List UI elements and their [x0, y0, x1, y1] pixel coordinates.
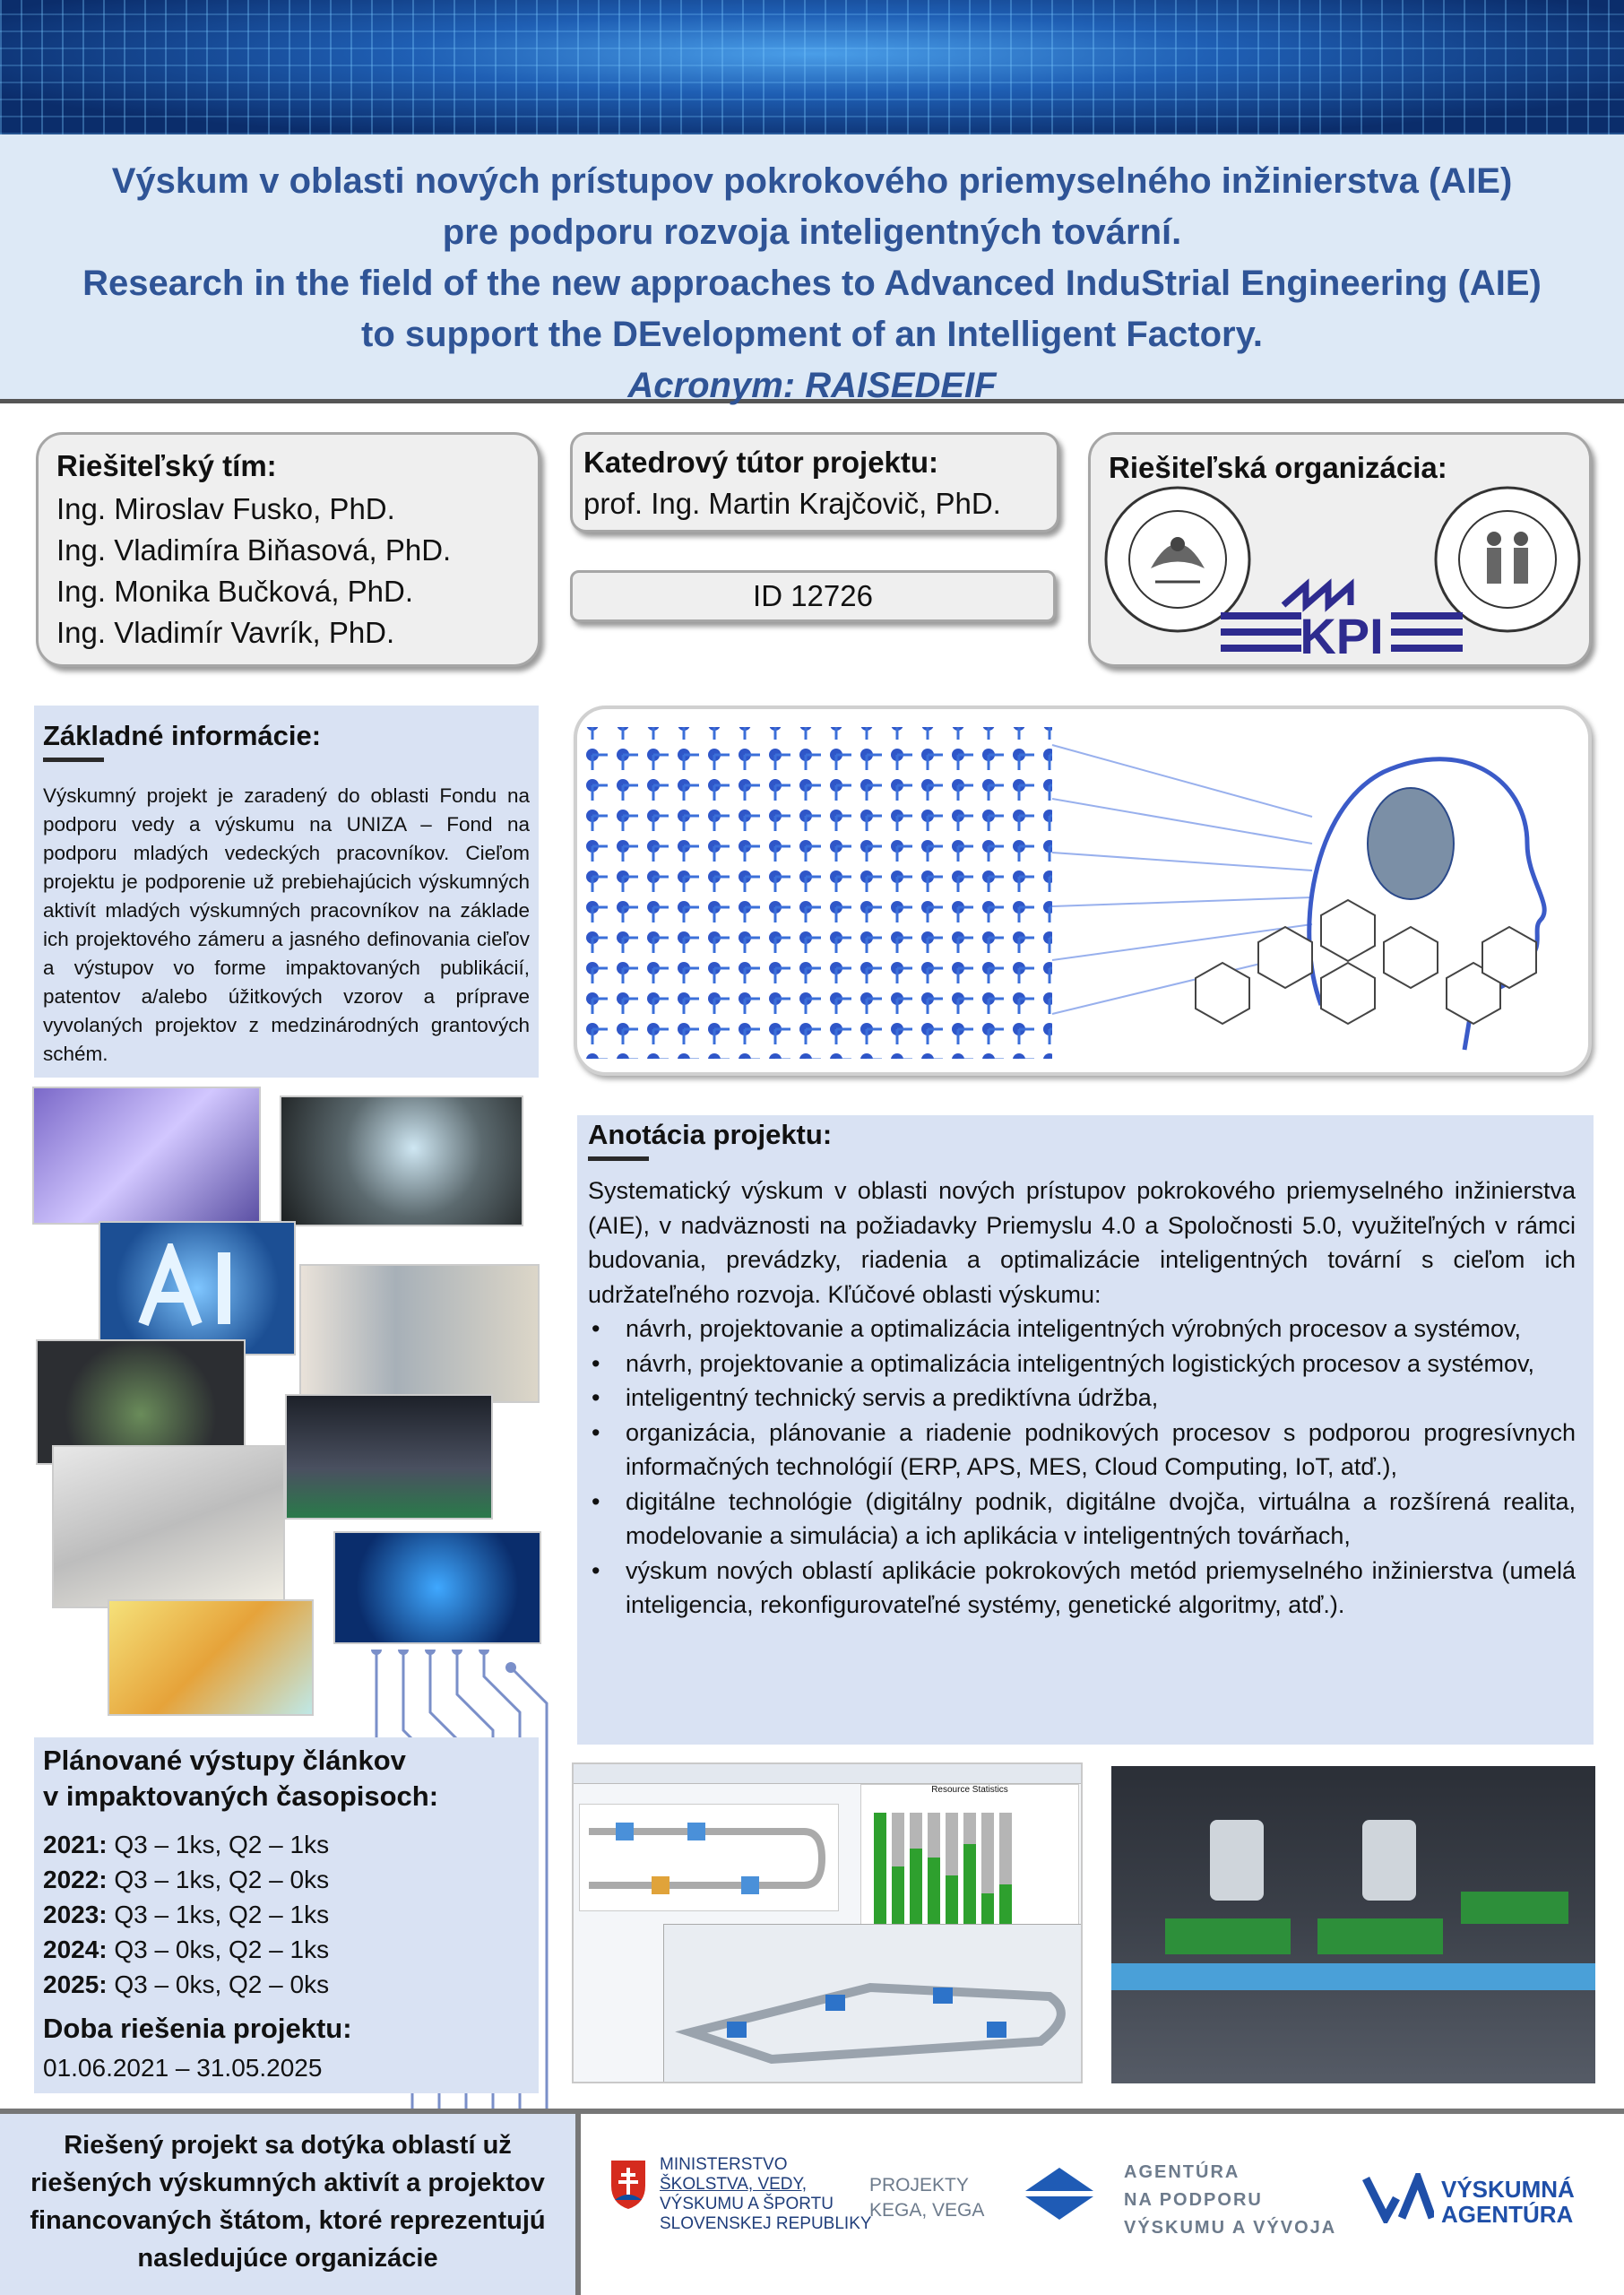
- projects-label: [869, 2173, 984, 2223]
- kpi-logo-text: KPI: [1300, 608, 1384, 659]
- organization-heading: Riešiteľská organizácia:: [1109, 451, 1447, 484]
- title-en-line1: Research in the field of the new approaches to Advanced InduStrial Engineering (AIE): [82, 264, 1542, 303]
- annotation-bullet: • návrh, projektovanie a optimalizácia inteligentných logistických procesov a systémov,: [626, 1347, 1576, 1381]
- team-member: Ing. Vladimíra Biňasová, PhD.: [56, 533, 452, 567]
- outputs-heading-line2: v impaktovaných časopisoch:: [43, 1780, 439, 1812]
- output-value: Q3 – 0ks, Q2 – 1ks: [114, 1936, 330, 1963]
- team-member: Ing. Monika Bučková, PhD.: [56, 575, 414, 608]
- projects-line2: KEGA, VEGA: [869, 2200, 985, 2221]
- collage-image-factory-layout: [52, 1445, 285, 1608]
- apvv-line2: NA PODPORU: [1124, 2190, 1263, 2210]
- annotation-bullet: • organizácia, plánovanie a riadenie podnikových procesov s podporou progresívnych informačných technológií (ERP, APS, MES, Cloud Computing, IoT, atď.),: [626, 1416, 1576, 1485]
- project-id: ID 12726: [753, 579, 873, 612]
- annotation-bullet: • výskum nových oblastí aplikácie pokrokových metód priemyselného inžinierstva (umelá inteligencia, rekonfigurovateľné systémy, genetické algoritmy, atď.).: [626, 1554, 1576, 1623]
- apvv-line1: AGENTÚRA: [1124, 2162, 1240, 2182]
- flow-diagram-graphic: [580, 1805, 840, 1912]
- heading-underline: [588, 1156, 649, 1161]
- title-sk-line2: pre podporu rozvoja inteligentných tovární.: [442, 212, 1182, 252]
- slovak-coat-of-arms-icon: [609, 2159, 647, 2211]
- duration-heading: Doba riešenia projektu:: [43, 2013, 352, 2044]
- footer-statement: Riešený projekt sa dotýka oblastí už riešených výskumných aktivít a projektov financovaných štátom, ktoré reprezentujú nasledujúce organizácie: [30, 2131, 546, 2273]
- factory-render-image: [1111, 1766, 1595, 2083]
- output-row: [43, 1967, 530, 2002]
- basic-info-heading: Základné informácie:: [43, 720, 322, 751]
- team-heading: Riešiteľský tím:: [56, 449, 277, 482]
- conveyor-3d-graphic: [664, 1925, 1083, 2083]
- projects-line1: PROJEKTY: [869, 2175, 969, 2195]
- header-banner-image: [0, 0, 1624, 134]
- basic-info-text: Výskumný projekt je zaradený do oblasti Fondu na podporu vedy a výskumu na UNIZA – Fond na podporu mladých vedeckých pracovníkov. Cieľom projektu je podporenie už prebiehajúcich výskumných aktivít mladých výskumných pracovníkov na základe ich projektového zámeru a jasného definovania cieľov a výstupov vo forme impaktovaných publikácií, patentov a/alebo úžitkových vzorov a príprave vyvolaných projektov z medzinárodných grantových schém.: [43, 784, 530, 1065]
- simulation-screenshot: [572, 1762, 1083, 2083]
- ministry-logo: [606, 2152, 875, 2259]
- annotation-intro: Systematický výskum v oblasti nových prístupov pokrokového priemyselného inžinierstva (AIE), v nadväznosti na požiadavky Priemyslu 4.0 a Spoločnosti 5.0, využiteľných v rámci budovania, prevádzky, riadenia a optimalizácie inteligentných tovární s cieľom ich udržateľného rozvoja. Kľúčové oblasti výskumu:: [588, 1177, 1576, 1308]
- neural-network-graphic: [577, 709, 1588, 1072]
- collage-image-robot-cell: [280, 1096, 523, 1226]
- tutor-box: [570, 432, 1059, 533]
- factory-render-graphic: [1111, 1766, 1595, 2083]
- output-year: 2023:: [43, 1901, 108, 1928]
- team-member: Ing. Vladimír Vavrík, PhD.: [56, 616, 395, 649]
- outputs-heading-line1: Plánované výstupy článkov: [43, 1745, 406, 1776]
- team-member: Ing. Miroslav Fusko, PhD.: [56, 492, 395, 525]
- tutor-name: prof. Ing. Martin Krajčovič, PhD.: [583, 487, 1001, 520]
- output-year: 2024:: [43, 1936, 108, 1963]
- screenshot-flow-diagram: [579, 1804, 839, 1911]
- screenshot-3d-model: [663, 1924, 1083, 2083]
- output-row: [43, 1932, 530, 1967]
- ministry-line2: ŠKOLSTVA, VEDY,: [660, 2175, 808, 2194]
- footer-statement-box: [0, 2114, 581, 2295]
- basic-info-panel: [34, 706, 539, 1078]
- collage-image-vr: [299, 1264, 540, 1403]
- va-line2: AGENTÚRA: [1441, 2201, 1574, 2228]
- output-row: [43, 1862, 530, 1897]
- annotation-bullet: • návrh, projektovanie a optimalizácia inteligentných výrobných procesov a systémov,: [626, 1312, 1576, 1347]
- resource-statistics-title: Resource Statistics: [931, 1785, 1008, 1795]
- output-value: Q3 – 1ks, Q2 – 1ks: [114, 1831, 330, 1858]
- heading-underline: [43, 758, 104, 762]
- output-row: [43, 1827, 530, 1862]
- kpi-logo-icon: [1221, 578, 1463, 659]
- organization-box: [1088, 432, 1592, 667]
- output-year: 2021:: [43, 1831, 108, 1858]
- ministry-line4: SLOVENSKEJ REPUBLIKY: [660, 2214, 872, 2233]
- ai-letters-icon: [134, 1243, 260, 1333]
- screenshot-ribbon: [574, 1764, 1083, 1784]
- output-year: 2022:: [43, 1866, 108, 1893]
- duration-value: 01.06.2021 – 31.05.2025: [43, 2054, 323, 2082]
- apvv-arrows-icon: [1022, 2164, 1097, 2223]
- title-block: [0, 134, 1624, 403]
- collage-image-ai: [99, 1221, 296, 1355]
- annotation-bullet: • digitálne technológie (digitálny podnik, digitálne dvojča, virtuálna a rozšírená realita, modelovanie a simulácia) a ich aplikácia v inteligentných továrňach,: [626, 1485, 1576, 1554]
- vyskumna-agentura-logo-icon: [1362, 2173, 1434, 2223]
- tutor-heading: Katedrový tútor projektu:: [583, 446, 939, 479]
- output-value: Q3 – 0ks, Q2 – 0ks: [114, 1970, 330, 1998]
- project-id-box: [570, 570, 1056, 622]
- va-line1: VÝSKUMNÁ: [1441, 2176, 1575, 2203]
- collage-image-cobot: [285, 1394, 493, 1520]
- annotation-panel: [577, 1115, 1594, 1745]
- title-sk-line1: Výskum v oblasti nových prístupov pokrokového priemyselného inžinierstva (AIE): [111, 161, 1513, 201]
- ministry-line3: VÝSKUMU A ŠPORTU: [660, 2195, 834, 2213]
- ai-network-illustration: [574, 706, 1592, 1076]
- output-value: Q3 – 1ks, Q2 – 1ks: [114, 1901, 330, 1928]
- annotation-bullet: • inteligentný technický servis a prediktívna údržba,: [626, 1381, 1576, 1416]
- outputs-panel: [34, 1737, 539, 2093]
- vyskumna-agentura-text: [1441, 2177, 1575, 2227]
- ministry-line1: MINISTERSTVO: [660, 2155, 788, 2174]
- apvv-line3: VÝSKUMU A VÝVOJA: [1124, 2218, 1337, 2238]
- apvv-logo-text: [1124, 2159, 1336, 2242]
- title-en-line2: to support the DEvelopment of an Intelligent Factory.: [361, 315, 1263, 354]
- output-year: 2025:: [43, 1970, 108, 1998]
- annotation-heading: Anotácia projektu:: [588, 1119, 833, 1150]
- acronym: Acronym: RAISEDEIF: [627, 366, 997, 405]
- output-value: Q3 – 1ks, Q2 – 0ks: [114, 1866, 330, 1893]
- collage-image-digital-hand: [333, 1531, 541, 1644]
- collage-image-simulation: [32, 1087, 261, 1225]
- team-box: [36, 432, 540, 667]
- output-row: [43, 1897, 530, 1932]
- collage-image-ar-tablet: [108, 1599, 314, 1716]
